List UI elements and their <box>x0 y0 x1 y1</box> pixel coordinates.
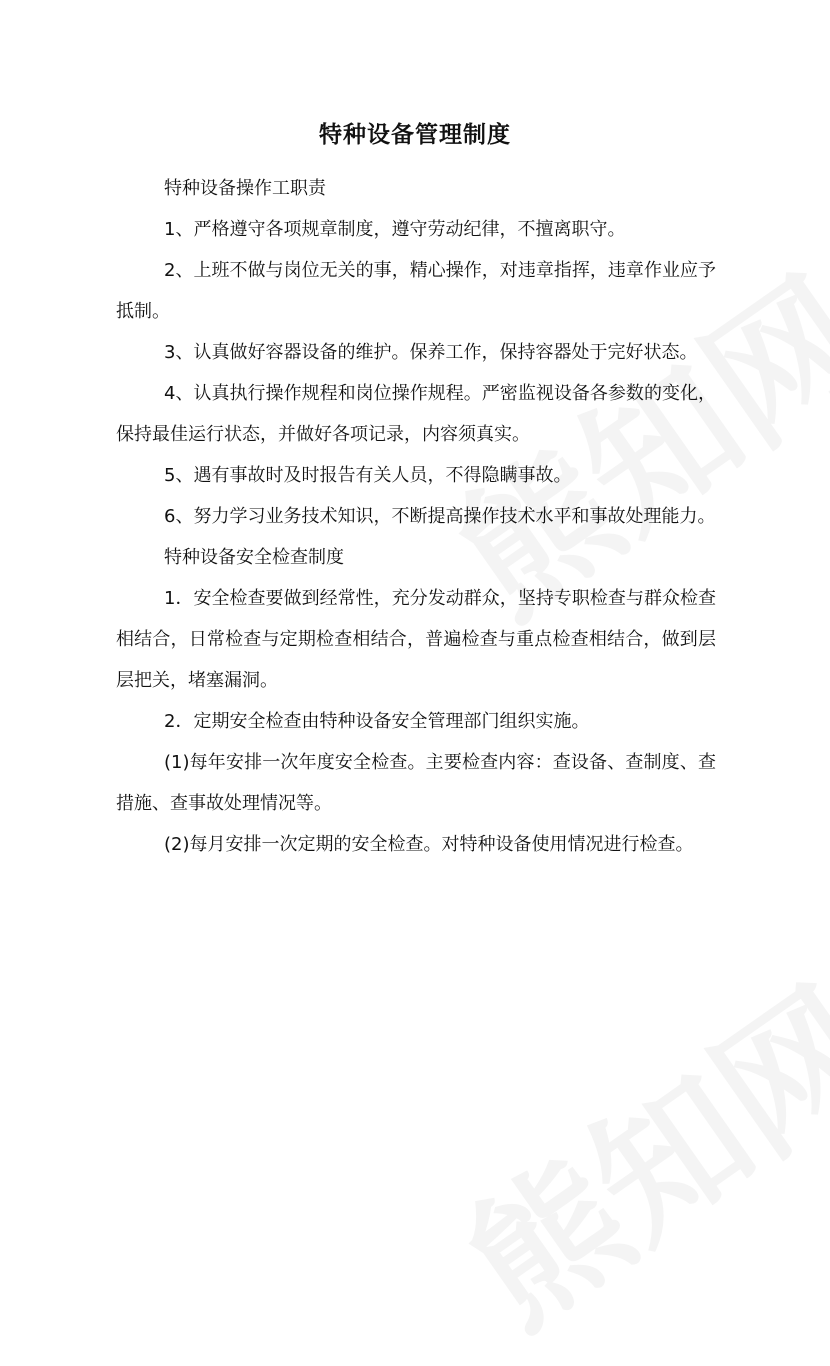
paragraph: 4、认真执行操作规程和岗位操作规程。严密监视设备各参数的变化，保持最佳运行状态，并做好各项记录，内容须真实。 <box>116 383 716 445</box>
watermark <box>419 930 830 1365</box>
paragraph: 3、认真做好容器设备的维护。保养工作，保持容器处于完好状态。 <box>164 342 698 363</box>
paragraph: 1．安全检查要做到经常性，充分发动群众，坚持专职检查与群众检查相结合，日常检查与定期检查相结合，普遍检查与重点检查相结合，做到层层把关，堵塞漏洞。 <box>116 588 716 691</box>
section-heading: 特种设备操作工职责 <box>164 178 326 199</box>
paragraph: 5、遇有事故时及时报告有关人员，不得隐瞒事故。 <box>164 465 572 486</box>
paragraph: 6、努力学习业务技术知识，不断提高操作技术水平和事故处理能力。 <box>164 506 716 527</box>
paragraph: 2．定期安全检查由特种设备安全管理部门组织实施。 <box>164 711 590 732</box>
paragraph: 2、上班不做与岗位无关的事，精心操作，对违章指挥，违章作业应予抵制。 <box>116 260 716 322</box>
document-title: 特种设备管理制度 <box>319 122 511 148</box>
paragraph: (1)每年安排一次年度安全检查。主要检查内容：查设备、查制度、查措施、查事故处理情况等。 <box>116 752 716 814</box>
paragraph: 1、严格遵守各项规章制度，遵守劳动纪律，不擅离职守。 <box>164 219 626 240</box>
document-body <box>116 168 716 865</box>
section-heading: 特种设备安全检查制度 <box>164 547 344 568</box>
paragraph: (2)每月安排一次定期的安全检查。对特种设备使用情况进行检查。 <box>164 834 694 855</box>
